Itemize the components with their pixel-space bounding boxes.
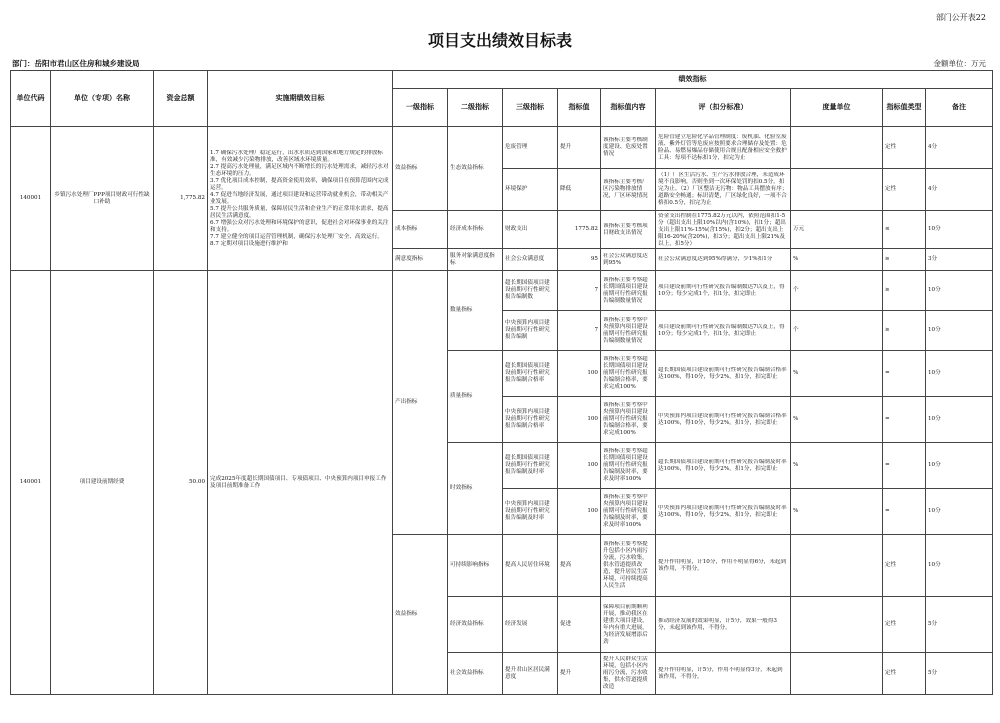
indicator-value: 7 xyxy=(558,271,601,311)
indicator-level2: 服务对象满意度指标 xyxy=(448,249,503,271)
indicator-value: 促进 xyxy=(558,597,601,653)
indicator-level2: 可持续影响指标 xyxy=(448,535,503,597)
indicator-level3: 超长期国债项目建设前期可行性研究报告编制数 xyxy=(503,271,558,311)
indicator-level3: 经济发展 xyxy=(503,597,558,653)
indicator-value: 提升 xyxy=(558,127,601,169)
project-code: 140001 xyxy=(11,127,51,271)
header-type: 指标值类型 xyxy=(883,89,926,127)
indicator-level3: 提高人民居住环境 xyxy=(503,535,558,597)
header-unit-name: 单位（专项）名称 xyxy=(51,71,154,127)
indicator-measure xyxy=(791,535,883,597)
indicator-eval: 中央预算内项目建设前期可行性研究报告编制及时率达100%，得10分，每少2%，扣1分，扣完即止 xyxy=(656,489,791,535)
indicator-level1: 成本指标 xyxy=(393,211,448,249)
indicator-measure xyxy=(791,597,883,653)
indicator-measure: % xyxy=(791,489,883,535)
indicator-eval: 项目建设前期可行性研究报告编制数达7以及上，得10分；每少完成1个，扣1分，扣完即止 xyxy=(656,311,791,351)
indicator-level3: 危废管理 xyxy=(503,127,558,169)
project-name: 乡镇污水处理厂PPP项目财政可行性缺口补助 xyxy=(51,127,154,271)
indicator-level2: 经济成本指标 xyxy=(448,211,503,249)
indicator-measure: 个 xyxy=(791,271,883,311)
indicator-level2: 质量指标 xyxy=(448,351,503,443)
indicator-note: 10分 xyxy=(926,271,993,311)
indicator-value: 100 xyxy=(558,443,601,489)
indicator-value: 100 xyxy=(558,397,601,443)
indicator-content: 保障项目前期顺利开展，推动我区在建重大项目建设，年内有重大进展，为经济发展增添后劲 xyxy=(601,597,656,653)
indicator-note: 10分 xyxy=(926,535,993,597)
indicator-content: 提升人民群众生活环境，包括小区内雨污分流，污水收集，供水管道提质改造 xyxy=(601,653,656,695)
indicator-note: 3分 xyxy=(926,249,993,271)
indicator-value: 1775.82 xyxy=(558,211,601,249)
indicator-level1: 产出指标 xyxy=(393,271,448,535)
indicator-note: 4分 xyxy=(926,169,993,211)
indicator-level3: 财政支出 xyxy=(503,211,558,249)
indicator-note: 5分 xyxy=(926,597,993,653)
indicator-eval: 超长期国债项目建设前期可行性研究报告编制合格率达100%，得10分，每少2%，扣1分，扣完即止 xyxy=(656,351,791,397)
indicator-eval: 资金支出控制在1775.82万元以内，依照范围扣1-5分（超出支出上限10%以内(含10%)，扣1分；超出支出上限11%-15%(含15%)，扣2分；超出支出上限16-20%(含20%)，扣3分；超出支出上限21%及以上，扣5分） xyxy=(656,211,791,249)
performance-table xyxy=(10,70,993,695)
indicator-eval: （1）厂区生活污水、生产污水排放合理，未造成环境不良影响，否则坐到一次环保处罚的扣0.5分，扣完为止。（2）厂区整洁无污物：物品工具摆放有序；道路安全畅通；标识清楚，厂区绿化良好，一项不合格扣0.5分，扣完为止 xyxy=(656,169,791,211)
indicator-level3: 超长期国债项目建设前期可行性研究报告编制及时率 xyxy=(503,443,558,489)
header-eval: 评（扣分标准） xyxy=(656,89,791,127)
indicator-eval: 中央预算内项目建设前期可行性研究报告编制合格率达100%，得10分，每少2%，扣1分，扣完即止 xyxy=(656,397,791,443)
indicator-content: 该指标主要考核厂区污染物排放情况，厂区环境情况 xyxy=(601,169,656,211)
indicator-measure xyxy=(791,653,883,695)
indicator-level1: 效益指标 xyxy=(393,127,448,211)
indicator-level2: 数量指标 xyxy=(448,271,503,351)
indicator-level3: 超长期国债项目建设前期可行性研究报告编制合格率 xyxy=(503,351,558,397)
project-target: 完成2025年度超长期国债项目、专项债项目、中央预算内项目申报工作及项目前期准备工作 xyxy=(208,271,393,695)
project-target: 1.7 确保污水处理厂稳定运行，出水水质达到国家和地方规定的排放标准，有效减少污染物排放，改善区域水环境质量。 2.7 提高污水处理量，满足区域内不断增长的污水处理需求，减轻污水对生态环境的压力。 3.7 优化项目成本控制，提高资金使用效率，确保项目在预算范围内完成运营。 4.7 促进当地经济发展，通过项目建设和运营带动就业机会，带动相关产业发展。 5.7 提升公共服务质量，保障居民生活和企业生产的正常用水需求，提高居民生活满意度。 6.7 增强公众对污水处理和环境保护的意识，促进社会对环保事业的关注和支持。 7.7 建立健全的项目运营管理机制，确保污水处理厂安全、高效运行。 8.7 定期对项目设施进行维护和 xyxy=(208,127,393,271)
indicator-note: 10分 xyxy=(926,443,993,489)
indicator-content: 该指标主要考察超长期国债项目建设前期可行性研究报告编制及时率，要求及时率100% xyxy=(601,443,656,489)
indicator-type: ≥ xyxy=(883,311,926,351)
indicator-type: 定性 xyxy=(883,597,926,653)
page-title: 项目支出绩效目标表 xyxy=(427,31,572,50)
header-target: 实施期绩效目标 xyxy=(208,71,393,127)
indicator-level2: 时效指标 xyxy=(448,443,503,535)
indicator-value: 100 xyxy=(558,489,601,535)
indicator-type: 定性 xyxy=(883,653,926,695)
project-total: 50.00 xyxy=(154,271,208,695)
indicator-eval: 危险管建立危险化学品管理制度：废机油、化验室废液、紫外灯管等危废应按照要求合理储存及处置：危险品、易燃易爆品存储使用合规且配备相应安全救护工具：每项不达标扣1分，扣完为止 xyxy=(656,127,791,169)
indicator-measure xyxy=(791,127,883,169)
indicator-value: 提高 xyxy=(558,535,601,597)
header-measure: 度量单位 xyxy=(791,89,883,127)
indicator-level3: 提升君山区居民满意度 xyxy=(503,653,558,695)
header-indicator: 绩效指标 xyxy=(393,71,993,89)
indicator-content: 该指标主要考察中央预算内项目建设前期可行性研究报告编制合格率，要求完成100% xyxy=(601,397,656,443)
project-code: 140001 xyxy=(11,271,51,695)
indicator-note: 10分 xyxy=(926,351,993,397)
indicator-type: 定性 xyxy=(883,535,926,597)
indicator-eval: 提升作用明显，计5分，作用不明显得3分，未起到该作用，不得分。 xyxy=(656,653,791,695)
indicator-level1: 效益指标 xyxy=(393,535,448,695)
indicator-type: ≤ xyxy=(883,211,926,249)
indicator-level3: 环境保护 xyxy=(503,169,558,211)
indicator-note: 10分 xyxy=(926,211,993,249)
project-total: 1,775.82 xyxy=(154,127,208,271)
indicator-note: 10分 xyxy=(926,397,993,443)
indicator-note: 5分 xyxy=(926,653,993,695)
indicator-type: = xyxy=(883,443,926,489)
indicator-value: 7 xyxy=(558,311,601,351)
header-level2: 二级指标 xyxy=(448,89,503,127)
indicator-value: 降低 xyxy=(558,169,601,211)
indicator-measure: % xyxy=(791,249,883,271)
indicator-measure: % xyxy=(791,443,883,489)
indicator-content: 该指标主要考察超长期国债项目建设前期可行性研究报告编制数量情况 xyxy=(601,271,656,311)
indicator-eval: 项目建设前期可行性研究报告编制数达7以及上，得10分；每少完成1个，扣1分，扣完即止 xyxy=(656,271,791,311)
indicator-eval: 超长期国债项目建设前期可行性研究报告编制及时率达100%，得10分，每少2%，扣1分，扣完即止 xyxy=(656,443,791,489)
indicator-content: 该指标主要考核制度建设、危废处置情况 xyxy=(601,127,656,169)
indicator-content: 该指标主要考察超长期国债项目建设前期可行性研究报告编制合格率，要求完成100% xyxy=(601,351,656,397)
project-name: 项目建设前期经费 xyxy=(51,271,154,695)
indicator-content: 该指标主要考核项目财政支出情况 xyxy=(601,211,656,249)
indicator-content: 该指标主要考察中央预算内项目建设前期可行性研究报告编制数量情况 xyxy=(601,311,656,351)
indicator-level2: 经济效益指标 xyxy=(448,597,503,653)
header-level3: 三级指标 xyxy=(503,89,558,127)
indicator-measure: 个 xyxy=(791,311,883,351)
indicator-value: 100 xyxy=(558,351,601,397)
department-label: 部门：岳阳市君山区住房和城乡建设局 xyxy=(12,59,140,68)
indicator-eval: 社会公众满意度达到95%得满分，少1%扣1分 xyxy=(656,249,791,271)
indicator-level1: 满意度指标 xyxy=(393,249,448,271)
indicator-eval: 提升作用明显，计10分，作用不明显得6分，未起到该作用，不得分。 xyxy=(656,535,791,597)
indicator-measure: % xyxy=(791,397,883,443)
header-content: 指标值内容 xyxy=(601,89,656,127)
header-value: 指标值 xyxy=(558,89,601,127)
indicator-note: 10分 xyxy=(926,489,993,535)
indicator-content: 该指标主要考察中央预算内项目建设前期可行性研究报告编制及时率，要求及时率100% xyxy=(601,489,656,535)
indicator-measure xyxy=(791,169,883,211)
indicator-type: 定性 xyxy=(883,127,926,169)
amount-unit-label: 金额单位：万元 xyxy=(933,59,986,68)
indicator-level3: 中央预算内项目建设前期可行性研究报告编制及时率 xyxy=(503,489,558,535)
indicator-level3: 社会公众满意度 xyxy=(503,249,558,271)
indicator-content: 社会公众满意度达到95% xyxy=(601,249,656,271)
indicator-level3: 中央预算内项目建设前期可行性研究报告编制 xyxy=(503,311,558,351)
header-note: 备注 xyxy=(926,89,993,127)
indicator-value: 提升 xyxy=(558,653,601,695)
header-total: 资金总额 xyxy=(154,71,208,127)
indicator-type: = xyxy=(883,489,926,535)
indicator-type: ≥ xyxy=(883,271,926,311)
indicator-level3: 中央预算内项目建设前期可行性研究报告编制合格率 xyxy=(503,397,558,443)
indicator-measure: 万元 xyxy=(791,211,883,249)
indicator-measure: % xyxy=(791,351,883,397)
indicator-level2: 社会效益指标 xyxy=(448,653,503,695)
indicator-level2: 生态效益指标 xyxy=(448,127,503,211)
header-unit-code: 单位代码 xyxy=(11,71,51,127)
indicator-type: = xyxy=(883,397,926,443)
indicator-content: 该指标主要考察提升包括小区内雨污分流，污水收集，供水管道提质改造，提升居民生活环境，可持续提高人民生活 xyxy=(601,535,656,597)
indicator-note: 4分 xyxy=(926,127,993,169)
indicator-value: 95 xyxy=(558,249,601,271)
header-level1: 一级指标 xyxy=(393,89,448,127)
indicator-eval: 推动经济发展的效果明显，计5分，效果一般得3分，未起到该作用，不得分。 xyxy=(656,597,791,653)
indicator-note: 10分 xyxy=(926,311,993,351)
indicator-type: ≥ xyxy=(883,249,926,271)
page-code: 部门公开表22 xyxy=(935,13,986,22)
indicator-type: = xyxy=(883,351,926,397)
indicator-type: 定性 xyxy=(883,169,926,211)
